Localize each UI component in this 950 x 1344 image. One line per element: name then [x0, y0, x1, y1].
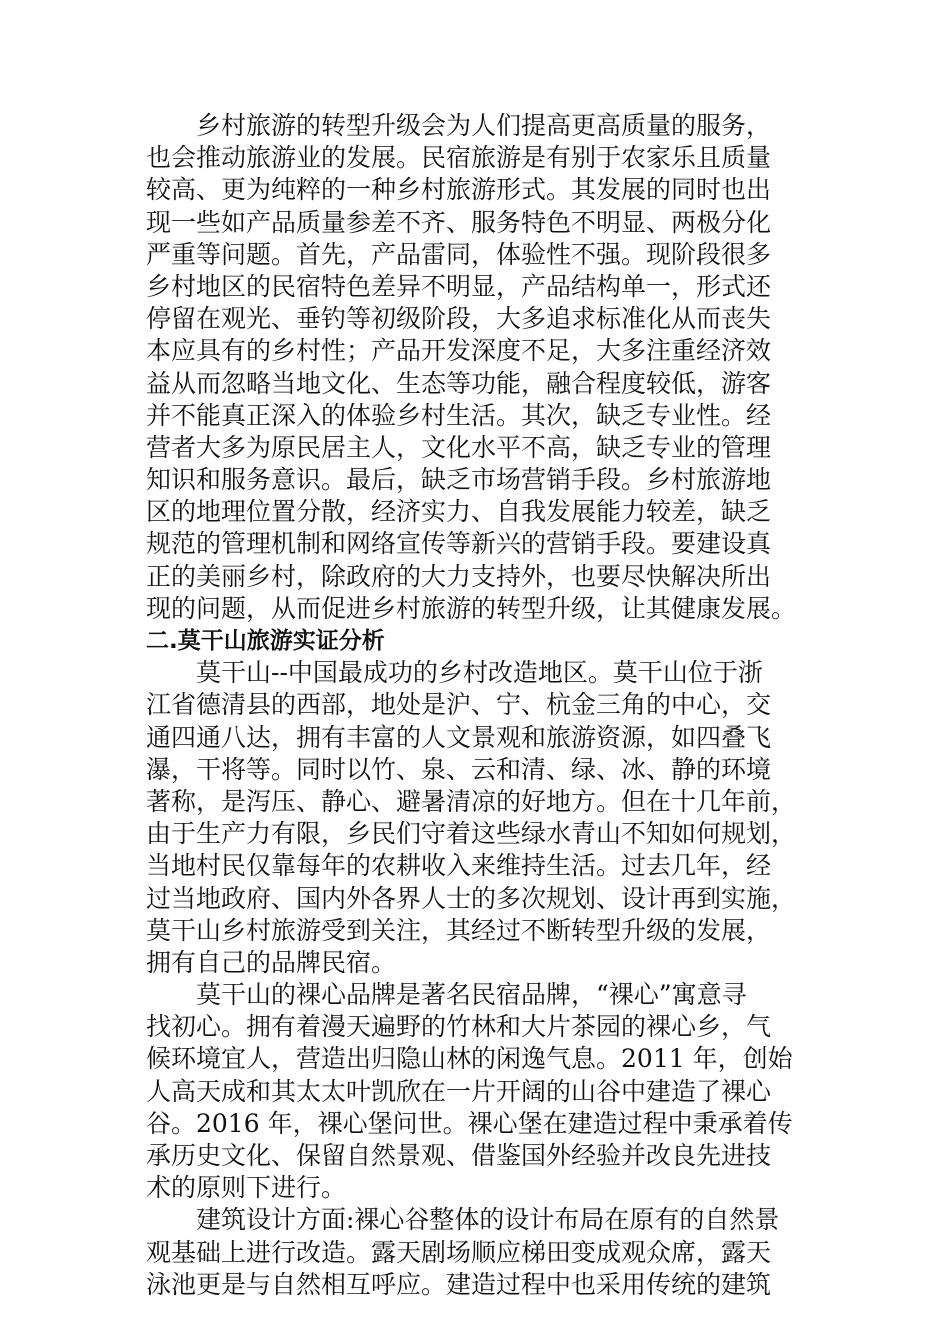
text-line: 正的美丽乡村，除政府的大力支持外，也要尽快解决所出	[146, 561, 772, 591]
text-line: 较高、更为纯粹的一种乡村旅游形式。其发展的同时也出	[146, 175, 772, 205]
section-heading: 二.莫干山旅游实证分析	[146, 628, 385, 654]
text-line: 找初心。拥有着漫天遍野的竹林和大片茶园的裸心乡，气	[146, 1012, 772, 1042]
text-line: 益从而忽略当地文化、生态等功能，融合程度较低，游客	[146, 368, 772, 398]
text-line: 营者大多为原民居主人，文化水平不高，缺乏专业的管理	[146, 432, 772, 462]
text-line: 候环境宜人，营造出归隐山林的闲逸气息。2011 年，创始	[146, 1044, 793, 1074]
text-line: 莫干山的裸心品牌是著名民宿品牌，“裸心”寓意寻	[196, 980, 747, 1010]
text-line: 知识和服务意识。最后，缺乏市场营销手段。乡村旅游地	[146, 465, 772, 495]
paragraph-naked-brand	[146, 979, 794, 1204]
text-line: 江省德清县的西部，地处是沪、宁、杭金三角的中心，交	[146, 690, 772, 720]
text-line: 乡村旅游的转型升级会为人们提高更高质量的服务，	[196, 111, 772, 140]
text-line: 建筑设计方面:裸心谷整体的设计布局在原有的自然景	[196, 1205, 780, 1235]
text-line: 泳池更是与自然相互呼应。建造过程中也采用传统的建筑	[146, 1269, 772, 1299]
text-line: 本应具有的乡村性；产品开发深度不足，大多注重经济效	[146, 336, 772, 366]
text-line: 严重等问题。首先，产品雷同，体验性不强。现阶段很多	[146, 239, 772, 269]
text-line: 通四通八达，拥有丰富的人文景观和旅游资源，如四叠飞	[146, 722, 772, 752]
text-line: 规范的管理机制和网络宣传等新兴的营销手段。要建设真	[146, 529, 772, 559]
text-line: 停留在观光、垂钓等初级阶段，大多追求标准化从而丧失	[146, 304, 772, 334]
text-line: 莫干山--中国最成功的乡村改造地区。莫干山位于浙	[196, 658, 763, 688]
text-line: 由于生产力有限，乡民们守着这些绿水青山不知如何规划，	[146, 819, 797, 849]
text-line: 著称，是泻压、静心、避暑清凉的好地方。但在十几年前，	[146, 786, 797, 816]
paragraph-architecture	[146, 1204, 794, 1301]
paragraph-moganshan-intro	[146, 657, 797, 979]
text-line: 人高天成和其太太叶凯欣在一片开阔的山谷中建造了裸心	[146, 1076, 772, 1106]
text-line: 并不能真正深入的体验乡村生活。其次，缺乏专业性。经	[146, 400, 772, 430]
text-line: 莫干山乡村旅游受到关注，其经过不断转型升级的发展，	[146, 915, 772, 945]
text-line: 承历史文化、保留自然景观、借鉴国外经验并改良先进技	[146, 1141, 772, 1170]
text-line: 谷。2016 年，裸心堡问世。裸心堡在建造过程中秉承着传	[146, 1108, 793, 1138]
text-line: 拥有自己的品牌民宿。	[146, 947, 397, 977]
text-line: 现的问题，从而促进乡村旅游的转型升级，让其健康发展。	[146, 593, 797, 623]
text-line: 观基础上进行改造。露天剧场顺应梯田变成观众席，露天	[146, 1237, 772, 1267]
text-line: 区的地理位置分散，经济实力、自我发展能力较差，缺乏	[146, 497, 772, 527]
document-page	[146, 110, 797, 1301]
text-line: 乡村地区的民宿特色差异不明显，产品结构单一，形式还	[146, 271, 772, 301]
text-line: 也会推动旅游业的发展。民宿旅游是有别于农家乐且质量	[146, 143, 772, 173]
text-line: 术的原则下进行。	[146, 1173, 347, 1203]
text-line: 现一些如产品质量参差不齐、服务特色不明显、两极分化	[146, 207, 772, 237]
text-line: 瀑，干将等。同时以竹、泉、云和清、绿、冰、静的环境	[146, 754, 772, 784]
paragraph-rural-tourism	[146, 110, 797, 625]
text-line: 当地村民仅靠每年的农耕收入来维持生活。过去几年，经	[146, 851, 772, 881]
text-line: 过当地政府、国内外各界人士的多次规划、设计再到实施，	[146, 883, 797, 913]
